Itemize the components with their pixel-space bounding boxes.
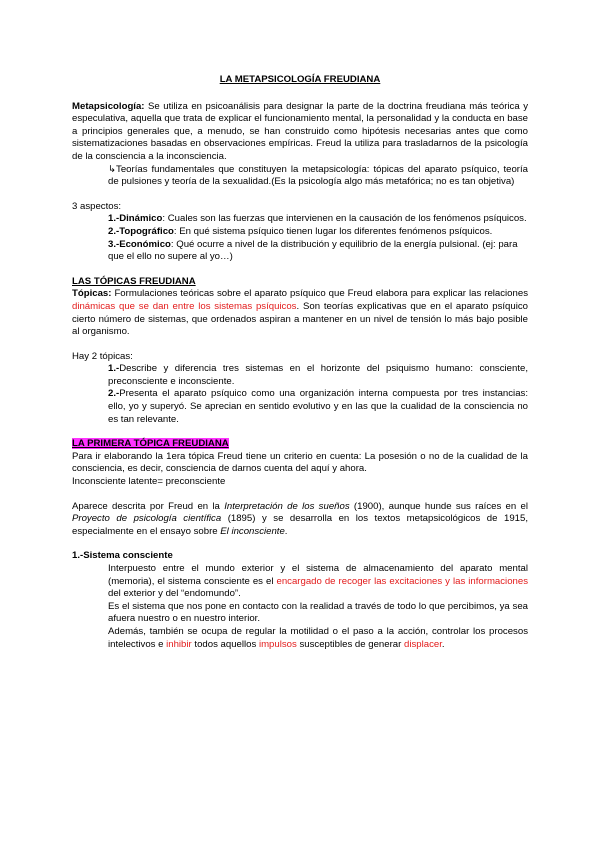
- paragraph-text: . Son teorías explicativas que en el aparato psíquico cierto número de sistemas, que ordenados aspiran a mantener en un nivel de tensión lo más bajo posible al organismo.: [72, 300, 528, 338]
- paragraph-text: todos aquellos: [191, 638, 259, 650]
- term-metapsicologia: Metapsicología:: [72, 100, 145, 112]
- section-heading-primera: LA PRIMERA TÓPICA FREUDIANA: [72, 438, 229, 450]
- subsection-title: 1.-Sistema consciente: [72, 550, 173, 562]
- book-title: El inconsciente: [220, 525, 285, 537]
- paragraph-text: Además, también se ocupa de regular la motilidad o el paso a la acción, controlar los procesos intelectivos e: [108, 625, 528, 650]
- highlighted-text: inhibir: [166, 638, 192, 650]
- aspect-item: [72, 213, 528, 226]
- paragraph-consciente-3: [72, 626, 528, 651]
- topica-text: Describe y diferencia tres sistemas en el horizonte del psiquismo humano: consciente, preconsciente e inconsciente.: [108, 363, 528, 387]
- aspect-item: [72, 226, 528, 239]
- paragraph-text: del exterior y del “endomundo”.: [108, 588, 241, 600]
- aspect-term: 1.-Dinámico: [108, 213, 163, 225]
- topica-text: Presenta el aparato psíquico como una organización interna compuesta por tres instancias: ello, yo y superyó. Se aprecian en sentido evolutivo y en las que la cualidad de la consciencia no es tan relevante.: [108, 388, 528, 425]
- subsection-heading-consciente: [72, 550, 528, 563]
- aspect-text: : Qué ocurre a nivel de la distribución y equilibrio de la energía pulsional. (ej: para que el ello no supere al yo…): [108, 238, 518, 263]
- topicas-count: Hay 2 tópicas:: [72, 350, 133, 362]
- topica-number: 2.-: [108, 388, 120, 400]
- book-title: Interpretación de los sueños: [224, 500, 350, 512]
- paragraph-text: (1900), aunque hunde sus raíces en el: [349, 500, 528, 512]
- highlighted-text: impulsos: [258, 638, 297, 650]
- highlighted-text: encargado de recoger las excitaciones y las informaciones: [276, 575, 528, 587]
- highlighted-text: dinámicas que se dan entre los sistemas psíquicos: [72, 300, 297, 312]
- paragraph-text: Formulaciones teóricas sobre el aparato psíquico que Freud elabora para explicar las relaciones: [111, 288, 528, 300]
- aspect-item: [72, 239, 528, 264]
- paragraph-primera-2: Inconsciente latente= preconsciente: [72, 476, 226, 488]
- book-title: Proyecto de psicología científica: [72, 513, 222, 525]
- paragraph-text: Aparece descrita por Freud en la: [72, 500, 225, 512]
- topica-item-1: [72, 363, 528, 388]
- section-heading-topicas: LAS TÓPICAS FREUDIANA: [72, 275, 196, 287]
- paragraph-topicas: [72, 288, 528, 338]
- term-topicas: Tópicas:: [72, 288, 112, 300]
- section-heading-primera-wrapper: [72, 438, 528, 451]
- paragraph-consciente-1: [72, 563, 528, 601]
- paragraph-text: Se utiliza en psicoanálisis para designar la parte de la doctrina freudiana más teórica y especulativa, aquella que trata de explicar el funcionamiento mental, la personalidad y la conducta en base a principios generales que, a menudo, se han construido como hipótesis necesarias antes que como sistematizaciones basadas en observaciones empíricas. Freud la utiliza para trasladarnos de la psicología de la consciencia a la inconsciencia.: [72, 100, 528, 162]
- document-title: LA METAPSICOLOGÍA FREUDIANA: [219, 74, 381, 85]
- paragraph-text: .: [284, 525, 288, 537]
- paragraph-primera-1: Para ir elaborando la 1era tópica Freud tiene un criterio en cuenta: La posesión o no de la cualidad de la consciencia, es decir, consciencia de darnos cuenta del aquí y ahora.: [72, 450, 528, 475]
- aspects-intro: 3 aspectos:: [72, 200, 122, 212]
- aspect-text: : Cuales son las fuerzas que intervienen en la causación de los fenómenos psíquicos.: [162, 213, 527, 225]
- aspect-term: 3.-Económico: [108, 238, 171, 250]
- paragraph-consciente-2: Es el sistema que nos pone en contacto con la realidad a través de todo lo que percibimos, ya sea afuera nuestro o en nuestro interior.: [108, 600, 528, 625]
- aspect-term: 2.-Topográfico: [108, 225, 174, 237]
- paragraph-text: .: [441, 638, 445, 650]
- topica-item-2: [72, 388, 528, 426]
- topica-number: 1.-: [108, 363, 120, 375]
- paragraph-text: Interpuesto entre el mundo exterior y el sistema de almacenamiento del aparato mental (memoria), el sistema consciente es el: [108, 563, 528, 587]
- aspect-text: : En qué sistema psíquico tienen lugar los diferentes fenómenos psíquicos.: [173, 225, 493, 237]
- paragraph-metapsicologia: [72, 101, 528, 164]
- paragraph-text: (1895) y se desarrolla en los textos metapsicológicos de 1915, especialmente en el ensayo sobre: [72, 513, 528, 537]
- paragraph-text: susceptibles de generar: [296, 638, 404, 650]
- paragraph-primera-3: [72, 501, 528, 539]
- highlighted-text: displacer: [404, 638, 442, 650]
- paragraph-teorias: ↳Teorías fundamentales que constituyen la metapsicología: tópicas del aparato psíquico, teoría de pulsiones y teoría de la sexualidad.(Es la psicología algo más metafórica; no es tan objetiva): [108, 163, 528, 188]
